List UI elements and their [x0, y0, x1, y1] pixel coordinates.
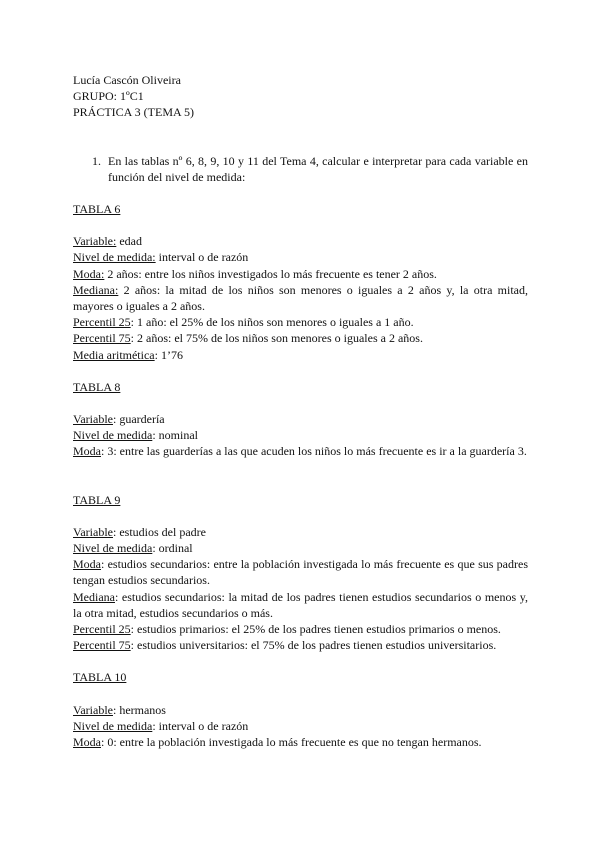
question-text: En las tablas nº 6, 8, 9, 10 y 11 del Tema 4, calcular e interpretar para cada variable en función del nivel de medida: — [108, 153, 528, 184]
group-line: GRUPO: 1ºC1 — [73, 89, 144, 104]
nivel-value: : nominal — [152, 428, 198, 443]
moda-value: : estudios secundarios: entre la población investigada lo más frecuente es que sus padres tengan estudios secundarios. — [73, 557, 528, 588]
tabla9-p25 — [73, 621, 528, 637]
tabla8-moda — [73, 443, 528, 459]
tabla10-title: TABLA 10 — [73, 670, 127, 685]
variable-value: edad — [116, 234, 142, 249]
tabla6-mediana — [73, 282, 528, 314]
p75-label: Percentil 75 — [73, 638, 131, 653]
moda-value: 2 años: entre los niños investigados lo más frecuente es tener 2 años. — [104, 266, 437, 281]
tabla9-moda — [73, 556, 528, 588]
media-label: Media aritmética — [73, 347, 155, 362]
nivel-value: interval o de razón — [155, 250, 249, 265]
mediana-label: Mediana — [73, 589, 115, 604]
tabla6-p75 — [73, 330, 528, 346]
tabla10-nivel — [73, 718, 528, 734]
moda-value: : 0: entre la población investigada lo más frecuente es que no tengan hermanos. — [101, 735, 482, 750]
mediana-value: : estudios secundarios: la mitad de los padres tienen estudios secundarios o menos y, la otra mitad, estudios secundarios o más. — [73, 589, 528, 620]
variable-label: Variable — [73, 412, 113, 427]
tabla6-variable — [73, 233, 528, 249]
variable-label: Variable: — [73, 234, 117, 249]
tabla9-mediana — [73, 589, 528, 621]
tabla9-title: TABLA 9 — [73, 492, 121, 507]
moda-label: Moda — [73, 444, 101, 459]
p75-value: : estudios universitarios: el 75% de los padres tienen estudios universitarios. — [130, 638, 497, 653]
tabla10-moda — [73, 734, 528, 750]
tabla6-media — [73, 347, 528, 363]
p25-value: : estudios primarios: el 25% de los padres tienen estudios primarios o menos. — [130, 622, 501, 637]
nivel-value: : interval o de razón — [152, 718, 249, 733]
variable-label: Variable — [73, 702, 113, 717]
nivel-label: Nivel de medida — [73, 428, 153, 443]
p25-value: : 1 año: el 25% de los niños son menores o iguales a 1 año. — [130, 315, 414, 330]
author-name: Lucía Cascón Oliveira — [73, 73, 181, 87]
nivel-label: Nivel de medida — [73, 718, 153, 733]
tabla6-nivel — [73, 249, 528, 265]
mediana-value: 2 años: la mitad de los niños son menores o iguales a 2 años y, la otra mitad, mayores o iguales a 2 años. — [73, 282, 528, 314]
tabla6-moda — [73, 266, 528, 282]
variable-value: : guardería — [112, 412, 165, 427]
tabla8-nivel — [73, 427, 528, 443]
tabla6-title: TABLA 6 — [73, 202, 121, 217]
nivel-value: : ordinal — [152, 541, 193, 556]
p25-label: Percentil 25 — [73, 622, 131, 637]
moda-label: Moda — [73, 557, 101, 572]
tabla6-p25 — [73, 314, 528, 330]
document-content — [73, 72, 528, 750]
tabla8-variable — [73, 411, 528, 427]
moda-value: : 3: entre las guarderías a las que acuden los niños lo más frecuente es ir a la guardería 3. — [101, 444, 527, 459]
p75-label: Percentil 75 — [73, 331, 131, 346]
nivel-label: Nivel de medida: — [73, 250, 156, 265]
practice-title: PRÁCTICA 3 (TEMA 5) — [73, 105, 195, 120]
moda-label: Moda — [73, 735, 101, 750]
tabla9-variable — [73, 524, 528, 540]
nivel-label: Nivel de medida — [73, 541, 153, 556]
p75-value: : 2 años: el 75% de los niños son menores o iguales a 2 años. — [130, 331, 423, 346]
moda-label: Moda: — [73, 266, 105, 281]
variable-value: : estudios del padre — [112, 524, 206, 539]
tabla10-variable — [73, 702, 528, 718]
question-item — [92, 153, 528, 185]
tabla9-p75 — [73, 637, 528, 653]
mediana-label: Mediana: — [73, 282, 119, 297]
question-number: 1. — [92, 153, 101, 168]
variable-value: : hermanos — [112, 702, 166, 717]
p25-label: Percentil 25 — [73, 315, 131, 330]
media-value: : 1’76 — [154, 347, 183, 362]
tabla9-nivel — [73, 540, 528, 556]
variable-label: Variable — [73, 524, 113, 539]
tabla8-title: TABLA 8 — [73, 379, 121, 394]
